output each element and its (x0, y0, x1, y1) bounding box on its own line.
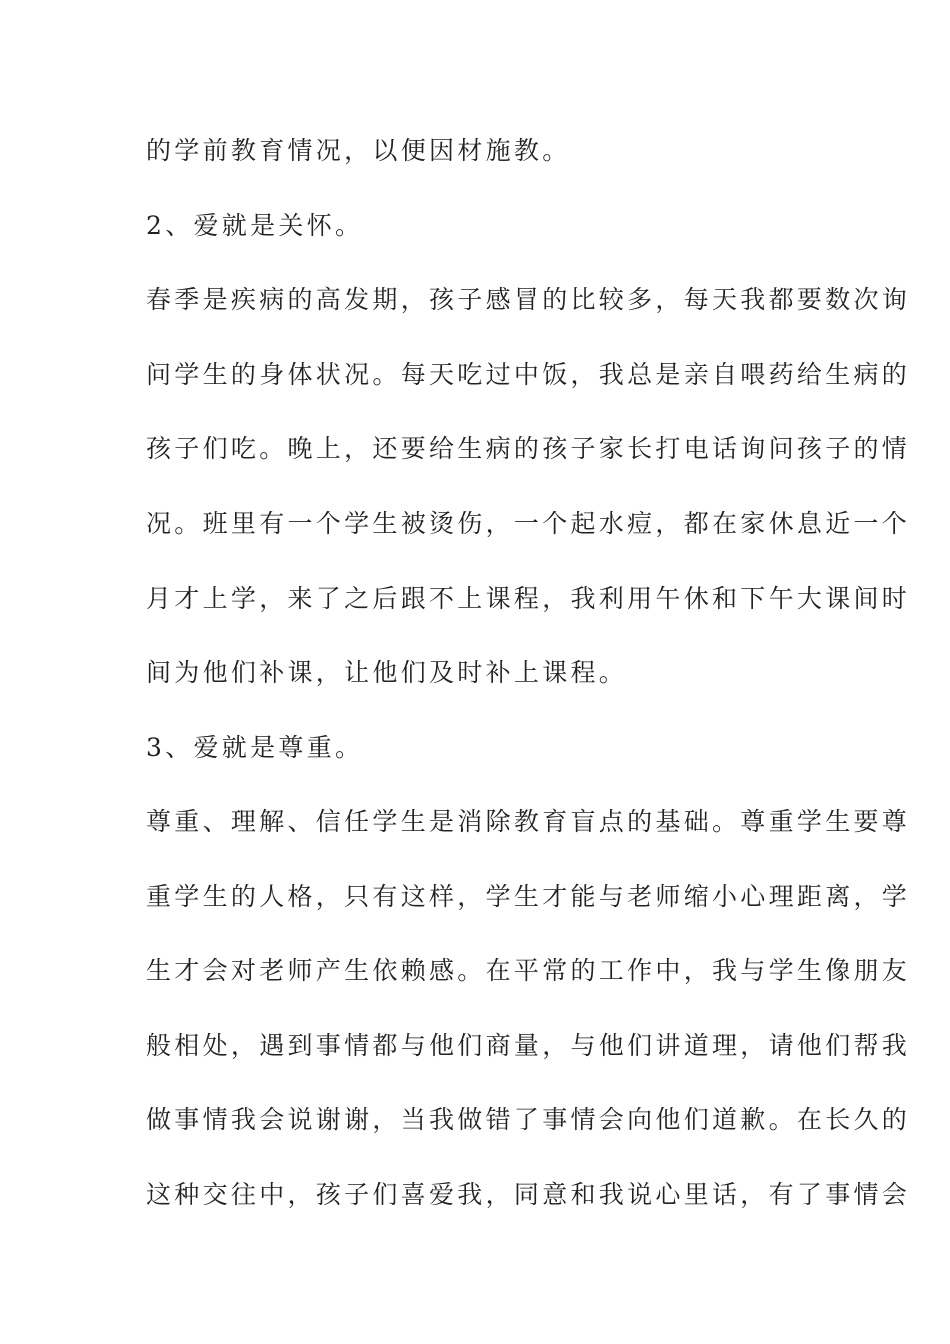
text-line: 生才会对老师产生依赖感。在平常的工作中，我与学生像朋友 (146, 956, 911, 985)
text-line: 况。班里有一个学生被烫伤，一个起水痘，都在家休息近一个 (146, 509, 911, 538)
text-line: 的学前教育情况，以便因材施教。 (146, 136, 571, 165)
text-line: 问学生的身体状况。每天吃过中饭，我总是亲自喂药给生病的 (146, 360, 911, 389)
text-line: 做事情我会说谢谢，当我做错了事情会向他们道歉。在长久的 (146, 1105, 911, 1134)
text-line: 重学生的人格，只有这样，学生才能与老师缩小心理距离，学 (146, 882, 911, 911)
text-line: 这种交往中，孩子们喜爱我，同意和我说心里话，有了事情会 (146, 1180, 911, 1209)
text-line: 孩子们吃。晚上，还要给生病的孩子家长打电话询问孩子的情 (146, 434, 911, 463)
text-line: 月才上学，来了之后跟不上课程，我利用午休和下午大课间时 (146, 584, 911, 613)
section-heading: 3、爱就是尊重。 (146, 733, 364, 762)
text-line: 春季是疾病的高发期，孩子感冒的比较多，每天我都要数次询 (146, 285, 911, 314)
text-line: 间为他们补课，让他们及时补上课程。 (146, 658, 628, 687)
text-line: 般相处，遇到事情都与他们商量，与他们讲道理，请他们帮我 (146, 1031, 911, 1060)
text-line: 尊重、理解、信任学生是消除教育盲点的基础。尊重学生要尊 (146, 807, 911, 836)
section-heading: 2、爱就是关怀。 (146, 211, 364, 240)
